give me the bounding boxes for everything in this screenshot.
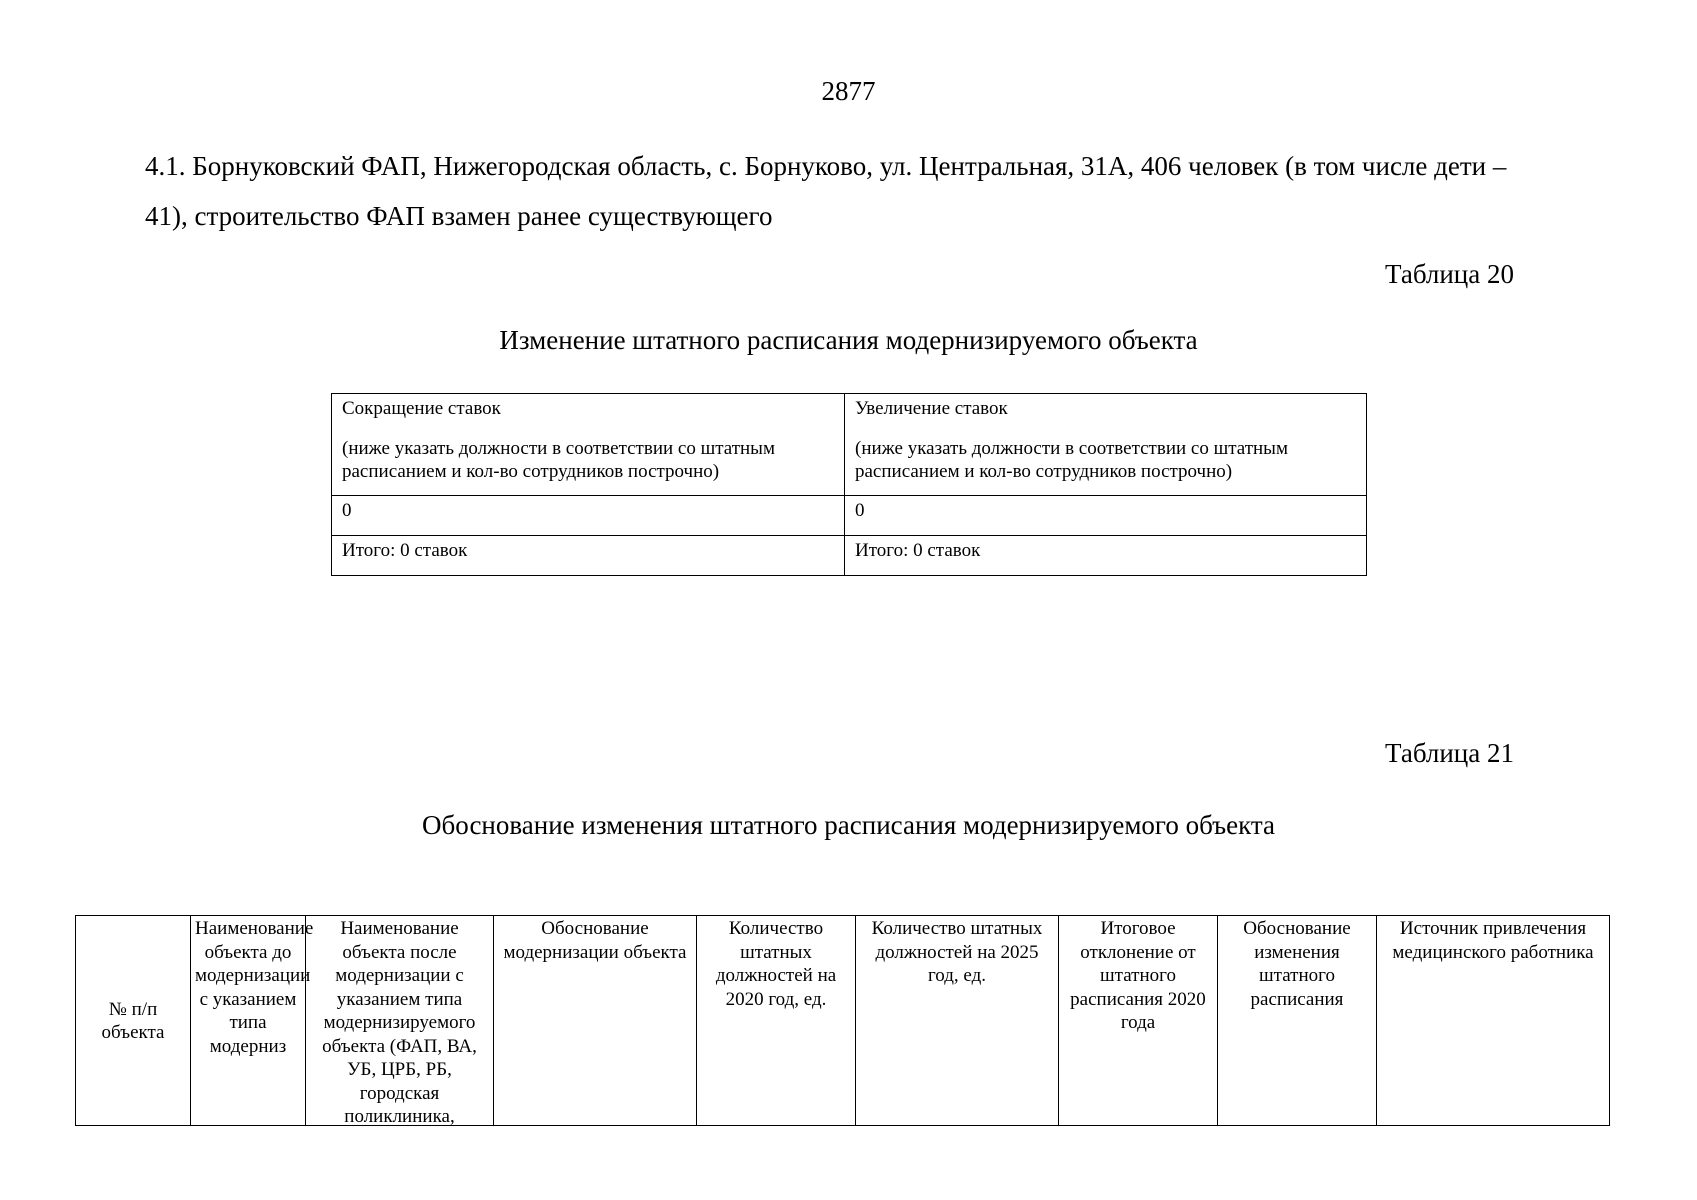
staffing-change-table <box>331 393 1367 576</box>
header-name-before <box>191 916 314 1126</box>
header-positions-2025: Количество штатных должностей на 2025 год, ед. <box>856 916 1059 1126</box>
header-positions-2020: Количество штатных должностей на 2020 год, ед. <box>697 916 856 1126</box>
table-21-title: Обоснование изменения штатного расписания модернизируемого объекта <box>422 810 1275 840</box>
table-row <box>332 496 1367 536</box>
increase-header-cell <box>845 394 1367 496</box>
header-name-after <box>306 916 494 1126</box>
table-20-title: Изменение штатного расписания модернизируемого объекта <box>499 325 1198 355</box>
table-header-row <box>76 916 1610 1126</box>
table-row <box>332 536 1367 576</box>
reduction-header-cell <box>332 394 845 496</box>
reduction-heading: Сокращение ставок <box>342 398 501 419</box>
header-justification: Обоснование модернизации объекта <box>494 916 697 1126</box>
increase-total: Итого: 0 ставок <box>845 536 1367 576</box>
header-object-number: № п/п объекта <box>76 916 191 1126</box>
table-21-label: Таблица 21 <box>1385 738 1514 768</box>
header-change-justification: Обоснование изменения штатного расписания <box>1218 916 1377 1126</box>
staffing-justification-table <box>75 915 1610 1126</box>
page-number: 2877 <box>821 76 876 106</box>
header-name-before-text: Наименование объекта до модернизации с указанием типа модерниз <box>195 918 314 1057</box>
reduction-total: Итого: 0 ставок <box>332 536 845 576</box>
reduction-note: (ниже указать должности в соответствии со штатным расписанием и кол-во сотрудников построчно) <box>342 438 775 482</box>
table-20-label: Таблица 20 <box>1385 259 1514 289</box>
section-paragraph: 4.1. Борнуковский ФАП, Нижегородская область, с. Борнуково, ул. Центральная, 31А, 406 человек (в том числе дети – 41), строительство ФАП взамен ранее существующего <box>145 151 1507 231</box>
header-source: Источник привлечения медицинского работника <box>1377 916 1610 1126</box>
header-deviation: Итоговое отклонение от штатного расписания 2020 года <box>1059 916 1218 1126</box>
increase-heading: Увеличение ставок <box>855 398 1008 419</box>
table-row <box>332 394 1367 496</box>
increase-note: (ниже указать должности в соответствии со штатным расписанием и кол-во сотрудников построчно) <box>855 438 1288 482</box>
increase-value: 0 <box>845 496 1367 536</box>
reduction-value: 0 <box>332 496 845 536</box>
header-name-after-text: Наименование объекта после модернизации с указанием типа модернизируемого объекта (ФАП, ВА, УБ, ЦРБ, РБ, городская поликлиника, <box>322 918 477 1127</box>
